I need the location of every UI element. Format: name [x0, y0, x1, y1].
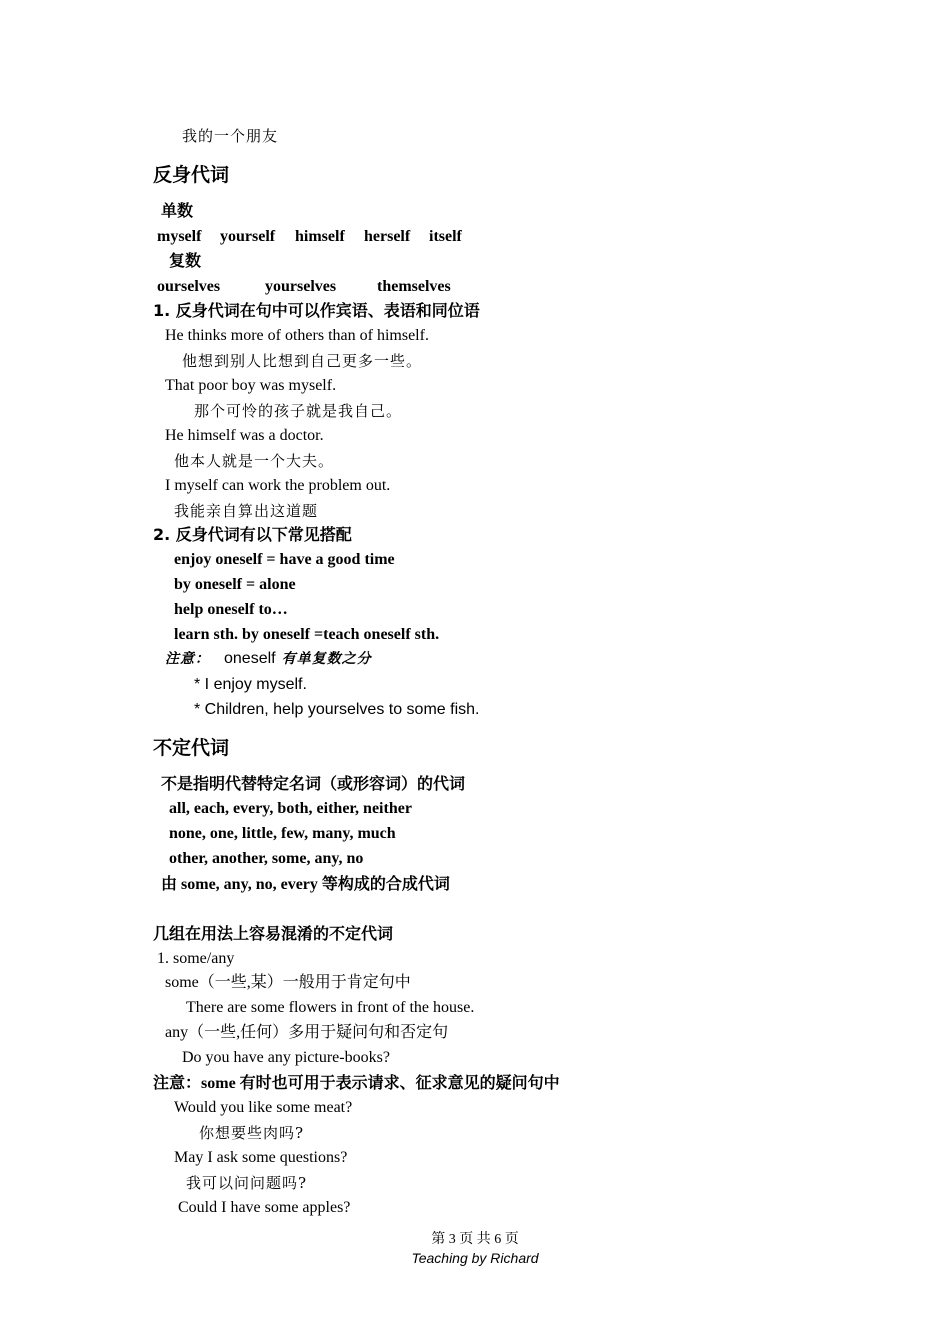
- word: herself: [364, 228, 411, 245]
- definition: 不是指明代替特定名词（或形容词）的代词: [161, 774, 466, 793]
- pronoun-list: none, one, little, few, many, much: [169, 825, 396, 842]
- page-footer: [0, 1231, 950, 1267]
- collocation: enjoy oneself = have a good time: [174, 551, 395, 568]
- example-en: He himself was a doctor.: [165, 427, 324, 444]
- groups-heading: 几组在用法上容易混淆的不定代词: [153, 924, 394, 943]
- collocation: help oneself to…: [174, 601, 288, 618]
- word: himself: [295, 228, 345, 245]
- point-2: 2. 反身代词有以下常见搭配: [153, 525, 352, 544]
- plural-label: 复数: [169, 251, 202, 270]
- note-example-en: Would you like some meat?: [174, 1099, 353, 1116]
- footer-credit: Teaching by Richard: [411, 1250, 539, 1266]
- section-heading-indefinite: 不定代词: [153, 737, 230, 759]
- collocation: by oneself = alone: [174, 576, 296, 593]
- plural-words: [157, 277, 451, 297]
- item-1: 1. some/any: [157, 950, 235, 967]
- some-rule: some（一些,某）一般用于肯定句中: [165, 974, 411, 991]
- word: themselves: [377, 278, 451, 295]
- last-example: Could I have some apples?: [178, 1199, 351, 1216]
- section-heading-reflexive: 反身代词: [153, 164, 230, 186]
- any-example: Do you have any picture-books?: [182, 1049, 390, 1066]
- example-cn: 他想到别人比想到自己更多一些。: [182, 352, 423, 370]
- example-en: That poor boy was myself.: [165, 377, 337, 394]
- note-line: [153, 1073, 560, 1094]
- word: itself: [429, 228, 462, 245]
- page-number: 第 3 页 共 6 页: [431, 1232, 519, 1247]
- word: myself: [157, 228, 202, 245]
- any-rule: any（一些,任何）多用于疑问句和否定句: [165, 1024, 449, 1041]
- compound-words: some, any, no, every: [181, 876, 318, 893]
- note-suffix: 有单复数之分: [281, 651, 372, 667]
- note-word: some: [201, 1075, 236, 1092]
- word: yourself: [220, 228, 276, 245]
- note-example: * Children, help yourselves to some fish.: [194, 701, 480, 718]
- compound-suffix: 等构成的合成代词: [321, 874, 450, 893]
- compound-prefix: 由: [161, 874, 178, 893]
- example-cn: 我能亲自算出这道题: [174, 502, 319, 520]
- singular-words: [157, 227, 462, 247]
- example-cn: 他本人就是一个大夫。: [174, 452, 335, 470]
- collocation: learn sth. by oneself =teach oneself sth.: [174, 626, 440, 643]
- note-example: * I enjoy myself.: [194, 676, 307, 693]
- word: ourselves: [157, 278, 221, 295]
- example-en: He thinks more of others than of himself.: [165, 327, 429, 344]
- example-en: I myself can work the problem out.: [165, 477, 391, 494]
- note-prefix: 注意：: [165, 651, 210, 667]
- note-example-en: May I ask some questions?: [174, 1149, 348, 1166]
- pronoun-list: all, each, every, both, either, neither: [169, 800, 412, 817]
- note-suffix: 有时也可用于表示请求、征求意见的疑问句中: [239, 1073, 560, 1092]
- compound-line: [161, 874, 450, 895]
- pronoun-list: other, another, some, any, no: [169, 850, 364, 867]
- word: yourselves: [265, 278, 337, 295]
- note-line: [165, 649, 372, 669]
- point-1: 1. 反身代词在句中可以作宾语、表语和同位语: [153, 301, 480, 320]
- singular-label: 单数: [161, 201, 194, 220]
- note-word: oneself: [224, 650, 276, 667]
- fragment-line: 我的一个朋友: [182, 127, 279, 145]
- note-example-cn: 我可以问问题吗?: [186, 1174, 308, 1192]
- note-example-cn: 你想要些肉吗?: [199, 1124, 305, 1142]
- note-prefix: 注意：: [153, 1073, 202, 1092]
- some-example: There are some flowers in front of the house.: [186, 999, 475, 1016]
- example-cn: 那个可怜的孩子就是我自己。: [194, 402, 403, 420]
